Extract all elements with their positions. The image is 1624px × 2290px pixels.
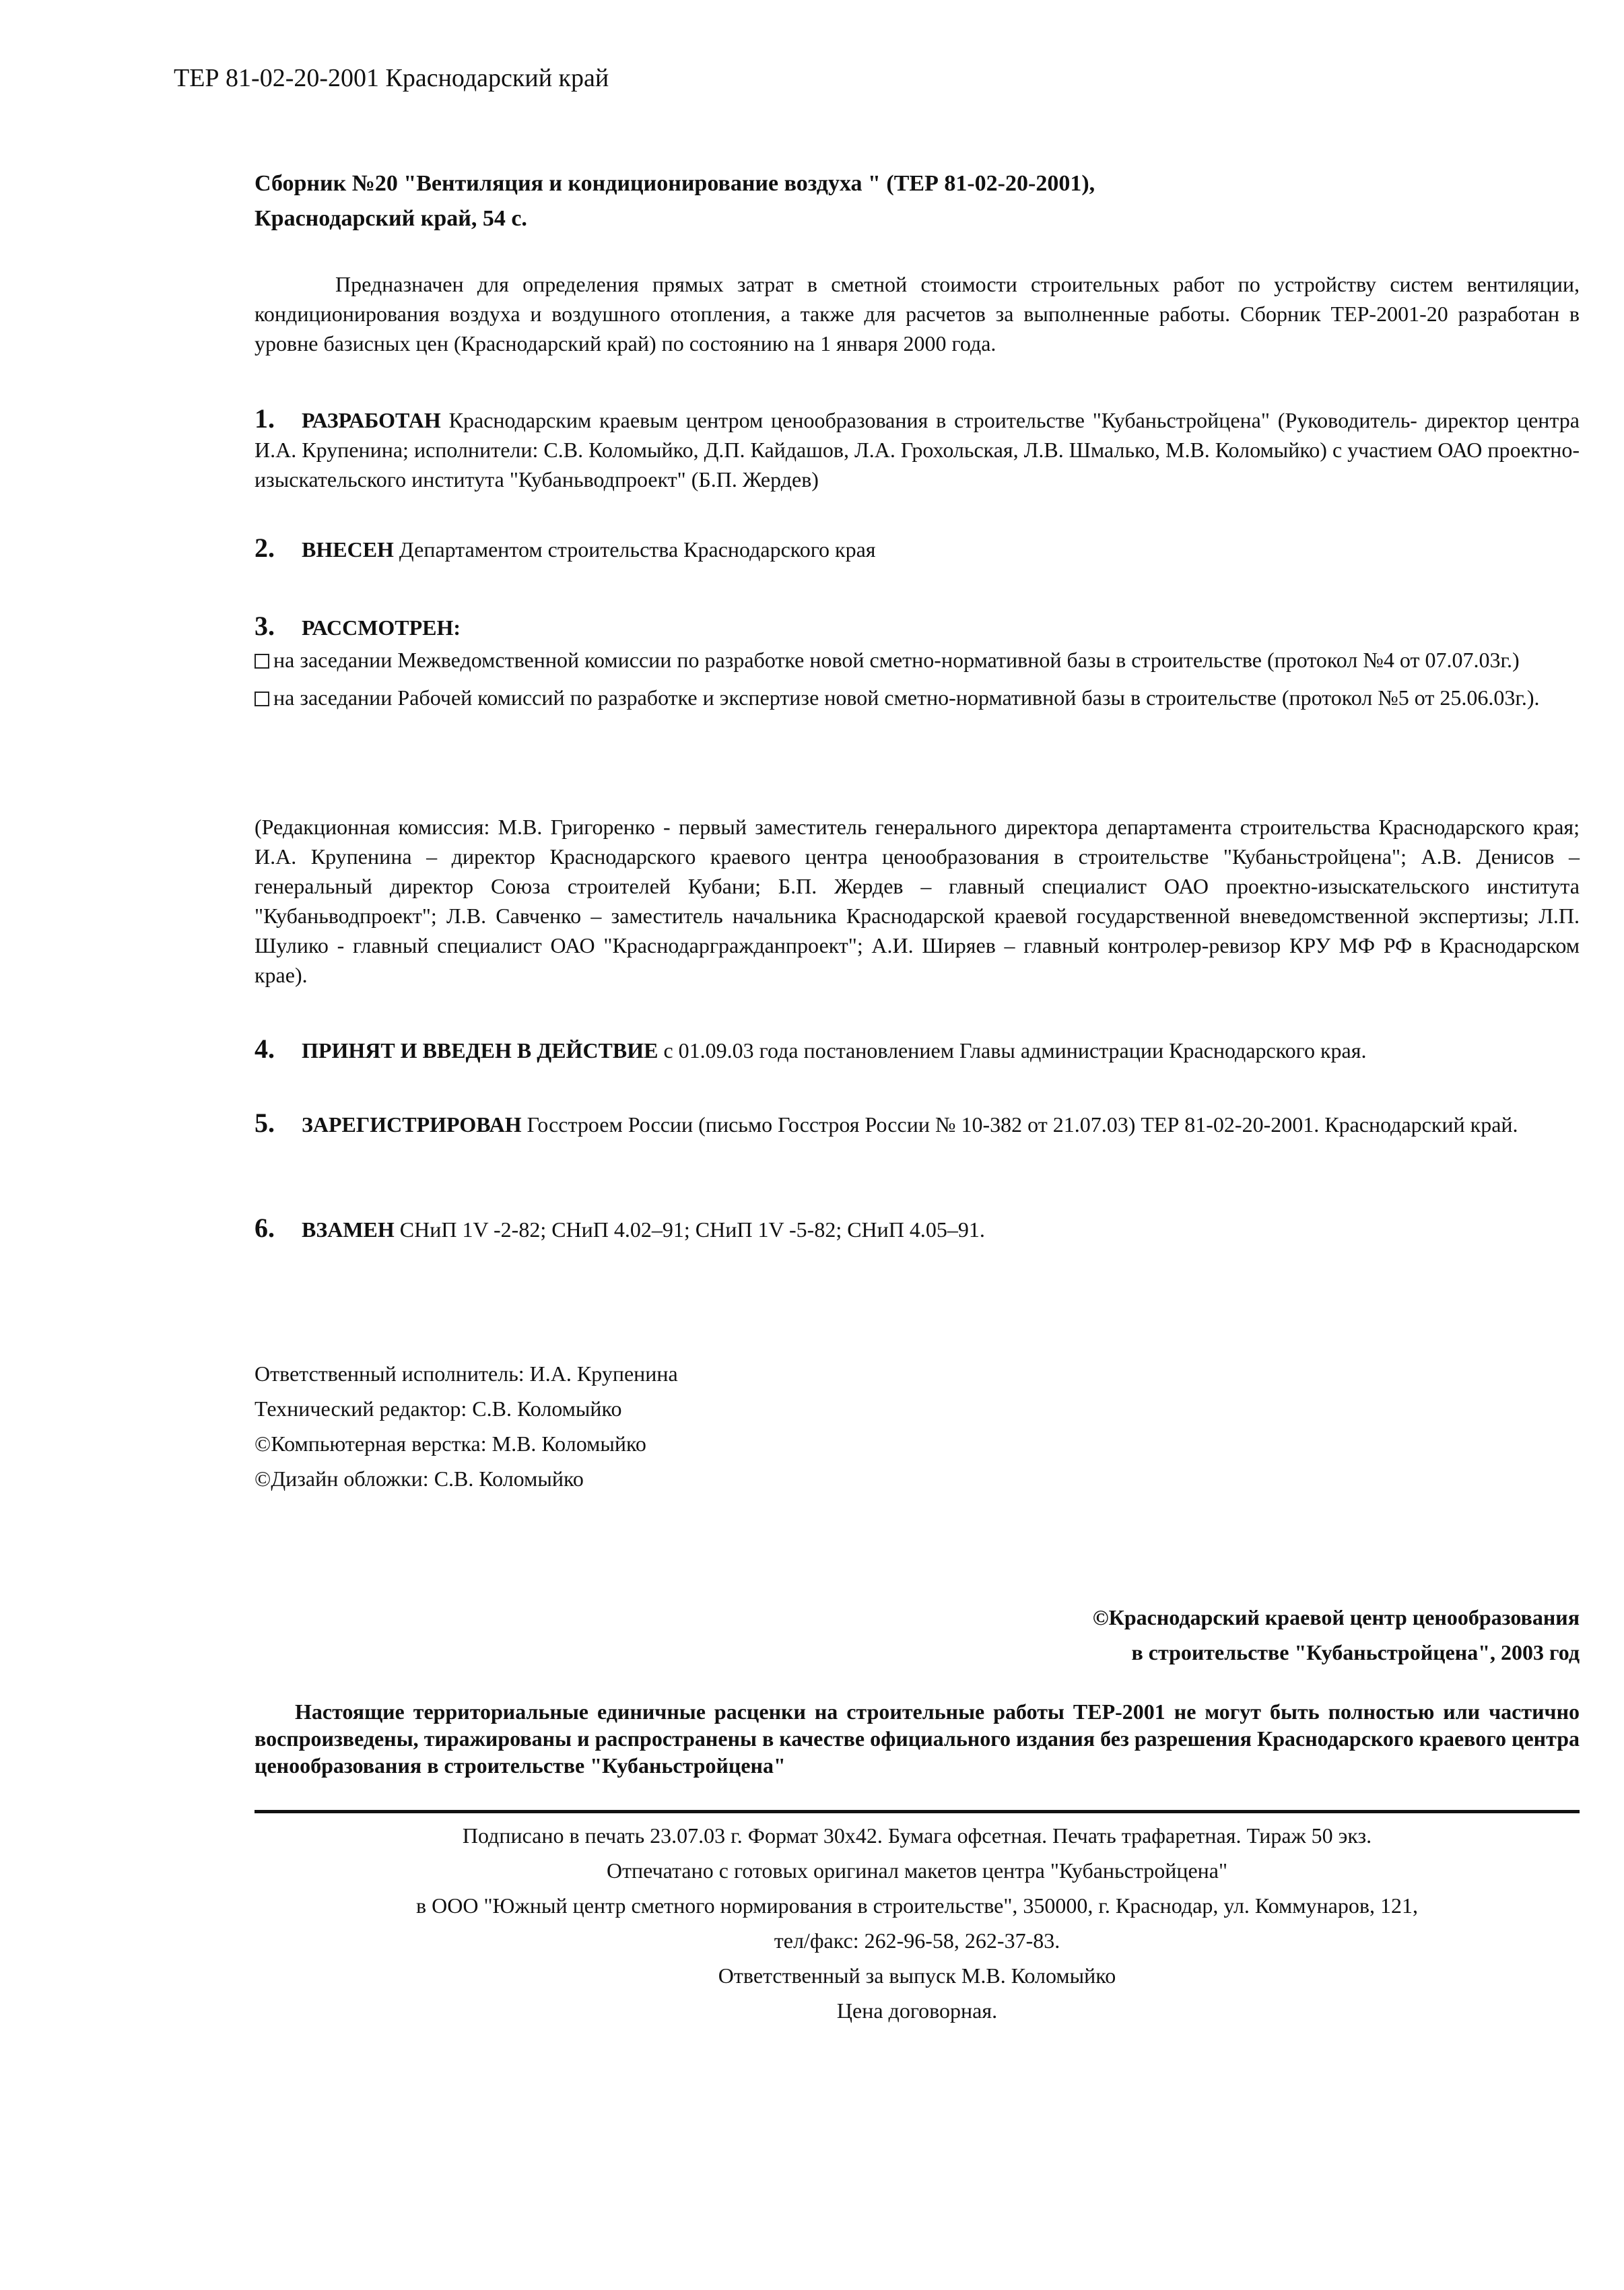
section-label: ЗАРЕГИСТРИРОВАН <box>302 1112 522 1137</box>
section-number: 3. <box>255 611 275 641</box>
section-number: 4. <box>255 1034 275 1064</box>
section-header <box>255 611 1580 642</box>
copyright-line2: в строительстве "Кубаньстройцена", 2003 год <box>1131 1640 1580 1664</box>
credit-line: Технический редактор: С.В. Коломыйко <box>255 1396 622 1421</box>
collection-title-line1: Сборник №20 "Вентиляция и кондиционирование воздуха " (ТЕР 81-02-20-2001), <box>255 171 1095 196</box>
divider-rule <box>255 1810 1580 1813</box>
imprint-line: Цена договорная. <box>836 1998 998 2023</box>
imprint-line: Отпечатано с готовых оригинал макетов центра "Кубаньстройцена" <box>606 1858 1228 1883</box>
imprint-line: тел/факс: 262-96-58, 262-37-83. <box>774 1928 1060 1953</box>
section-label: РАЗРАБОТАН <box>302 408 441 432</box>
review-item <box>255 683 1580 712</box>
section-number: 1. <box>255 403 275 434</box>
imprint-line: в ООО "Южный центр сметного нормирования в строительстве", 350000, г. Краснодар, ул. Коммунаров, 121, <box>416 1893 1418 1918</box>
section-text: Госстроем России (письмо Госстроя России № 10-382 от 21.07.03) ТЕР 81-02-20-2001. Краснодарский край. <box>521 1112 1518 1137</box>
review-item <box>255 645 1580 675</box>
section-text: СНиП 1V -2-82; СНиП 4.02–91; СНиП 1V -5-82; СНиП 4.05–91. <box>394 1217 985 1242</box>
section-label: ВЗАМЕН <box>302 1217 395 1242</box>
collection-title <box>255 168 1580 234</box>
section-number: 2. <box>255 533 275 563</box>
section-reviewed <box>255 611 1580 712</box>
checkbox-bullet-icon <box>255 692 269 706</box>
review-item-text: на заседании Рабочей комиссий по разработке и экспертизе новой сметно-нормативной базы в строительстве (протокол №5 от 25.06.03г.). <box>273 685 1540 710</box>
review-item-text: на заседании Межведомственной комиссии по разработке новой сметно-нормативной базы в строительстве (протокол №4 от 07.07.03г.) <box>273 648 1520 672</box>
checkbox-bullet-icon <box>255 654 269 669</box>
section-label: ПРИНЯТ И ВВЕДЕН В ДЕЙСТВИЕ <box>302 1038 658 1063</box>
imprint <box>255 1818 1580 2028</box>
section-label: ВНЕСЕН <box>302 537 394 562</box>
section-text: Краснодарским краевым центром ценообразования в строительстве "Кубаньстройцена" (Руководитель- директор центра И.А. Крупенина; исполнители: С.В. Коломыйко, Д.П. Кайдашов, Л.А. Грохольская, Л.В. Шмалько, М.В. Коломыйко) с участием ОАО проектно-изыскательского института "Кубаньводпроект" (Б.П. Жердев) <box>255 408 1580 492</box>
section-text: Департаментом строительства Краснодарского края <box>393 537 876 562</box>
section-adopted <box>255 1034 1580 1065</box>
section-developed <box>255 404 1580 494</box>
credits <box>255 1356 1197 1496</box>
section-number: 5. <box>255 1108 275 1138</box>
section-number: 6. <box>255 1213 275 1243</box>
section-label: РАССМОТРЕН: <box>302 615 461 640</box>
copyright-line1: ©Краснодарский краевой центр ценообразования <box>1092 1605 1580 1629</box>
credit-line: ©Дизайн обложки: С.В. Коломыйко <box>255 1467 584 1491</box>
section-text: с 01.09.03 года постановлением Главы администрации Краснодарского края. <box>658 1038 1367 1063</box>
reproduction-notice: Настоящие территориальные единичные расценки на строительные работы ТЕР-2001 не могут быть полностью или частично воспроизведены, тиражированы и распространены в качестве официального издания без разрешения Краснодарского краевого центра ценообразования в строительстве "Кубаньстройцена" <box>255 1699 1580 1778</box>
copyright <box>808 1600 1580 1670</box>
collection-title-line2: Краснодарский край, 54 с. <box>255 206 527 231</box>
credit-line: ©Компьютерная верстка: М.В. Коломыйко <box>255 1432 646 1456</box>
section-replaces <box>255 1213 1580 1244</box>
imprint-line: Ответственный за выпуск М.В. Коломыйко <box>718 1963 1116 1988</box>
section-introduced <box>255 533 1580 564</box>
editorial-commission: (Редакционная комиссия: М.В. Григоренко - первый заместитель генерального директора департамента строительства Краснодарского края; И.А. Крупенина – директор Краснодарского краевого центра ценообразования в строительстве "Кубаньстройцена"; А.В. Денисов – генеральный директор Союза строителей Кубани; Б.П. Жердев – главный специалист ОАО проектно-изыскательского института "Кубаньводпроект"; Л.В. Савченко – заместитель начальника Краснодарской краевой государственной вневедомственной экспертизы; Л.П. Шулико - главный специалист ОАО "Краснодаргражданпроект"; А.И. Ширяев – главный контролер-ревизор КРУ МФ РФ в Краснодарском крае). <box>255 815 1580 987</box>
section-registered <box>255 1108 1580 1139</box>
credit-line: Ответственный исполнитель: И.А. Крупенина <box>255 1361 678 1386</box>
imprint-line: Подписано в печать 23.07.03 г. Формат 30х42. Бумага офсетная. Печать трафаретная. Тираж 50 экз. <box>462 1823 1372 1848</box>
running-header: ТЕР 81-02-20-2001 Краснодарский край <box>174 64 609 92</box>
purpose-paragraph: Предназначен для определения прямых затрат в сметной стоимости строительных работ по устройству систем вентиляции, кондиционирования воздуха и воздушного отопления, а также для расчетов за выполненные работы. Сборник ТЕР-2001-20 разработан в уровне базисных цен (Краснодарский край) по состоянию на 1 января 2000 года. <box>255 272 1580 356</box>
